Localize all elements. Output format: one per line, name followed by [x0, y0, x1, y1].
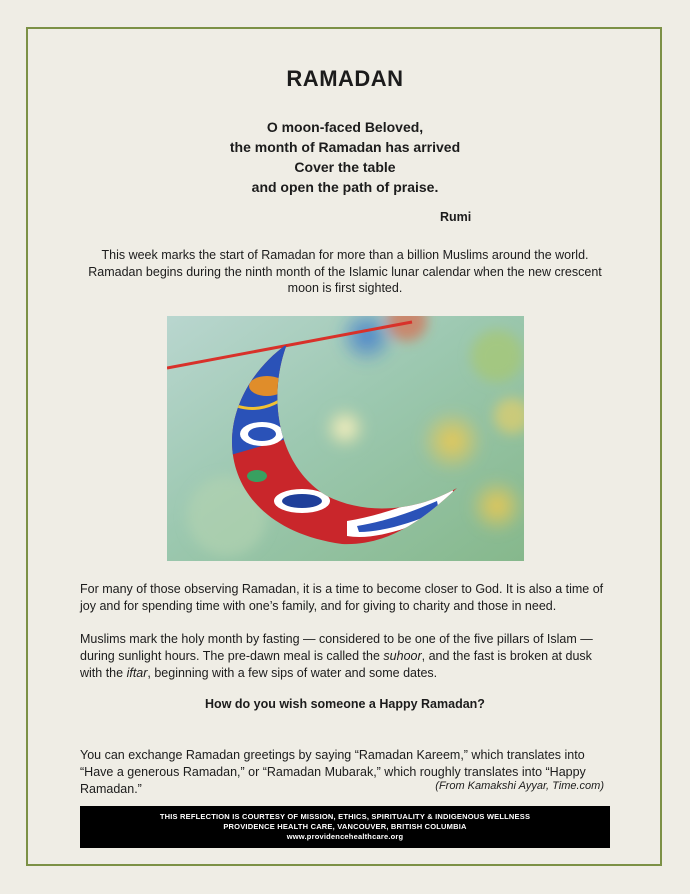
greeting-question: How do you wish someone a Happy Ramadan? [205, 697, 485, 711]
poem-line: O moon-faced Beloved, [266, 119, 424, 135]
footer-line: PROVIDENCE HEALTH CARE, VANCOUVER, BRITISH COLUMBIA [223, 822, 467, 831]
intro-paragraph: This week marks the start of Ramadan for more than a billion Muslims around the world. Ramadan begins during the ninth month of the Islamic lunar calendar when the new crescent moon is first sighted. [88, 248, 602, 295]
crescent-moon-image [167, 316, 524, 561]
footer-line: THIS REFLECTION IS COURTESY OF MISSION, ETHICS, SPIRITUALITY & INDIGENOUS WELLNESS [159, 812, 531, 821]
poem-line: and open the path of praise. [251, 179, 439, 195]
poem-author: Rumi [440, 210, 472, 224]
paragraph-fasting-text: , beginning with a few sips of water and some dates. [147, 666, 438, 680]
iftar-term: iftar [126, 666, 148, 680]
footer-website-link[interactable]: www.providencehealthcare.org [286, 832, 404, 841]
poem-line: the month of Ramadan has arrived [229, 139, 461, 155]
footer-banner [80, 806, 610, 848]
poem [0, 117, 690, 197]
paragraph-greetings: You can exchange Ramadan greetings by saying “Ramadan Kareem,” which translates into “Have a generous Ramadan,” or “Ramadan Mubarak,” which roughly translates into “Happy Ramadan.” [80, 748, 586, 796]
paragraph-fasting-text: Muslims mark the holy month by fasting — considered to be one of the five pillars of Islam — during sunlight hours. The pre-dawn meal is called the [80, 632, 593, 663]
page-title: RAMADAN [286, 66, 404, 91]
paragraph-fasting-text: , and the fast is broken at dusk with the [80, 649, 592, 680]
paragraph-fasting [80, 631, 612, 682]
source-citation: (From Kamakshi Ayyar, Time.com) [435, 780, 604, 792]
paragraph-observing: For many of those observing Ramadan, it is a time to become closer to God. It is also a time of joy and for spending time with one’s family, and for giving to charity and those in need. [80, 582, 604, 613]
suhoor-term: suhoor [383, 649, 422, 663]
poem-line: Cover the table [294, 159, 396, 175]
crescent-moon-photo [167, 316, 524, 561]
